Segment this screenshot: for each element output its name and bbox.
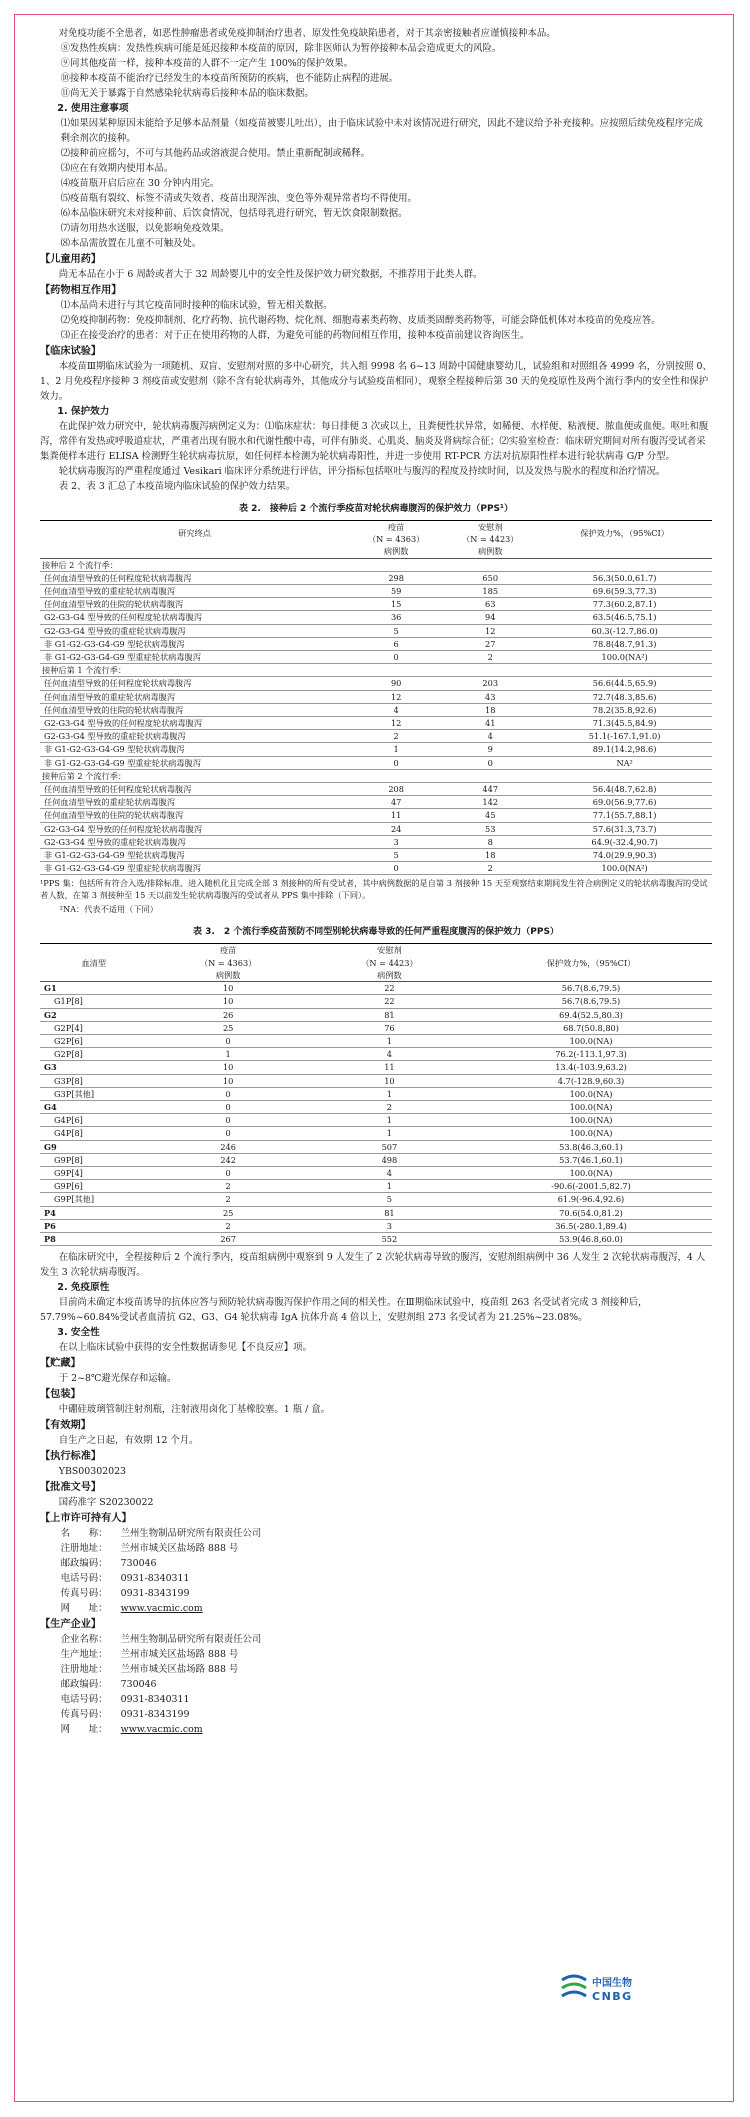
- table3-serotype-cell: G1P[8]: [40, 995, 148, 1008]
- table-row: [40, 677, 712, 690]
- intro-item: ⑧发热性疾病：发热性疾病可能是延迟接种本疫苗的原因，除非医师认为暂停接种本品会造成更大的风险。: [60, 43, 502, 54]
- immuno-heading: 2. 免疫原性: [57, 1282, 110, 1294]
- storage-heading: 【贮藏】: [40, 1358, 81, 1370]
- table-row: [40, 1061, 712, 1074]
- table3-placebo-cell: 5: [309, 1193, 470, 1206]
- table3-efficacy-cell: 56.7(8.6,79.5): [470, 995, 712, 1008]
- logo-en: CNBG: [592, 1990, 633, 2003]
- table-row: [40, 1114, 712, 1127]
- table-row: [40, 730, 712, 743]
- table3-serotype-cell: G9P[8]: [40, 1153, 148, 1166]
- table3-vaccine-cell: 1: [148, 1048, 309, 1061]
- package-heading: 【包装】: [40, 1389, 81, 1401]
- table3-placebo-cell: 11: [309, 1061, 470, 1074]
- table3-vaccine-cell: 10: [148, 1074, 309, 1087]
- table3-vaccine-cell: 2: [148, 1180, 309, 1193]
- table-row: [40, 1166, 712, 1179]
- table2-group-label: 接种后第 2 个流行季：: [40, 769, 712, 782]
- table2-endpoint-cell: 非 G1-G2-G3-G4-G9 型轮状病毒腹泻: [40, 637, 349, 650]
- table2-group-label: 接种后第 1 个流行季：: [40, 664, 712, 677]
- maker-field: 注册地址： 兰州市城关区盐场路 888 号: [60, 1664, 239, 1676]
- table3-vaccine-cell: 0: [148, 1034, 309, 1047]
- table3-efficacy-cell: 100.0(NA): [470, 1166, 712, 1179]
- table2-vaccine-cell: 12: [349, 717, 443, 730]
- table-row: [40, 862, 712, 875]
- table-row: [40, 624, 712, 637]
- cnbg-logo-mark: [562, 1976, 586, 1996]
- table2-endpoint-cell: 任何血清型导致的住院的轮状病毒腹泻: [40, 598, 349, 611]
- table2-placebo-cell: 2: [443, 862, 537, 875]
- immuno-text: 目前尚未确定本疫苗诱导的抗体应答与预防轮状病毒腹泻保护作用之间的相关性。在Ⅲ期临床试验中，疫苗组 263 名受试者完成 3 剂接种后，57.79%~60.84%受试者血清抗 G2、G3、G4 轮状病毒 IgA 抗体升高 4 倍以上，安慰剂组 273 名受试者为 21.25%~23.08%。: [40, 1297, 648, 1324]
- table2-group-row: [40, 664, 712, 677]
- table2-endpoint-cell: G2-G3-G4 型导致的任何程度轮状病毒腹泻: [40, 717, 349, 730]
- table3-placebo-cell: 498: [309, 1153, 470, 1166]
- intro-paragraph: 对免疫功能不全患者，如恶性肿瘤患者或免疫抑制治疗患者、原发性免疫缺陷患者，对于其亲密接触者应谨慎接种本品。: [58, 28, 556, 39]
- table3-serotype-cell: G4P[8]: [40, 1127, 148, 1140]
- col-vaccine: 疫苗 （N = 4363）: [367, 522, 425, 545]
- maker-field: 生产地址： 兰州市城关区盐场路 888 号: [60, 1649, 239, 1661]
- col-cases: 病例数: [443, 545, 537, 558]
- usage-item: ⑵接种前应摇匀，不可与其他药品或溶液混合使用。禁止重新配制或稀释。: [60, 148, 371, 159]
- table3-serotype-cell: G3P[其他]: [40, 1087, 148, 1100]
- table-row: [40, 835, 712, 848]
- table3-efficacy-cell: 53.9(46.8,60.0): [470, 1232, 712, 1245]
- table2-vaccine-cell: 59: [349, 585, 443, 598]
- efficacy-paragraph: 在此保护效力研究中，轮状病毒腹泻病例定义为：⑴临床症状：每日排便 3 次或以上，且粪便性状异常，如稀便、水样便、粘液便、脓血便或血便。呕吐和腹泻，常伴有发热或呼吸道症状，严重者出现有脱水和代谢性酸中毒，可伴有肺炎、心肌炎、脑炎及肾病综合征；⑵实验室检查：临床研究期间对所有腹泻受试者采集粪便样本进行 ELISA 检测野生轮状病毒抗原，如任何样本检测为轮状病毒阳性，并进一步使用 RT-PCR 方法对抗原阳性样本进行轮状病毒 G/P 分型。: [40, 421, 709, 462]
- table2-endpoint-cell: 非 G1-G2-G3-G4-G9 型重症轮状病毒腹泻: [40, 862, 349, 875]
- table3-placebo-cell: 4: [309, 1048, 470, 1061]
- table2-endpoint-cell: G2-G3-G4 型导致的任何程度轮状病毒腹泻: [40, 611, 349, 624]
- efficacy-paragraph: 轮状病毒腹泻的严重程度通过 Vesikari 临床评分系统进行评估，评分指标包括呕吐与腹泻的程度及持续时间，以及发热与脱水的程度和治疗情况。: [58, 466, 666, 477]
- table-row: [40, 1232, 712, 1245]
- table-row: [40, 822, 712, 835]
- usage-item: ⑻本品需放置在儿童不可触及处。: [60, 238, 202, 249]
- table-row: [40, 756, 712, 769]
- table3-efficacy-cell: 56.7(8.6,79.5): [470, 982, 712, 995]
- table3-placebo-cell: 10: [309, 1074, 470, 1087]
- interaction-item: ⑶正在接受治疗的患者：对于正在使用药物的人群，为避免可能的药物间相互作用，接种本疫苗前建议咨询医生。: [60, 330, 530, 341]
- table3-efficacy-cell: 61.9(-96.4,92.6): [470, 1193, 712, 1206]
- trial-intro: 本疫苗Ⅲ期临床试验为一项随机、双盲、安慰剂对照的多中心研究，共入组 9998 名 6~13 周龄中国健康婴幼儿，试验组和对照组各 4999 名，分别按照 0、1、2 月免疫程序接种 3 剂疫苗或安慰剂（除不含有轮状病毒外，其他成分与试验疫苗相同），观察全程接种后第 30 天的免疫原性及两个流行季内的安全性和保护效力。: [40, 361, 712, 402]
- table3-efficacy-cell: 100.0(NA): [470, 1034, 712, 1047]
- table-row: [40, 1021, 712, 1034]
- table3-serotype-cell: G4: [40, 1100, 148, 1113]
- table2-endpoint-cell: 非 G1-G2-G3-G4-G9 型重症轮状病毒腹泻: [40, 756, 349, 769]
- table-row: [40, 651, 712, 664]
- table2-efficacy-cell: 74.0(29.9,90.3): [537, 849, 712, 862]
- table3-serotype-cell: G9: [40, 1140, 148, 1153]
- table3-efficacy-cell: 70.6(54.0,81.2): [470, 1206, 712, 1219]
- table2-efficacy-cell: 56.3(50.0,61.7): [537, 571, 712, 584]
- table-row: [40, 1153, 712, 1166]
- table2-vaccine-cell: 11: [349, 809, 443, 822]
- table2-endpoint-cell: G2-G3-G4 型导致的任何程度轮状病毒腹泻: [40, 822, 349, 835]
- table3-vaccine-cell: 10: [148, 1061, 309, 1074]
- table3-serotype-cell: G4P[6]: [40, 1114, 148, 1127]
- maker-field: 企业名称： 兰州生物制品研究所有限责任公司: [60, 1634, 262, 1646]
- col-placebo: 安慰剂 （N = 4423）: [462, 522, 519, 545]
- table2-vaccine-cell: 1: [349, 743, 443, 756]
- table2-endpoint-cell: G2-G3-G4 型导致的重症轮状病毒腹泻: [40, 624, 349, 637]
- table2-endpoint-cell: 非 G1-G2-G3-G4-G9 型轮状病毒腹泻: [40, 743, 349, 756]
- table3-efficacy-cell: 100.0(NA): [470, 1100, 712, 1113]
- usage-item: ⑶应在有效期内使用本品。: [60, 163, 174, 174]
- table3-serotype-cell: G2P[4]: [40, 1021, 148, 1034]
- table2-vaccine-cell: 0: [349, 862, 443, 875]
- table-row: [40, 982, 712, 995]
- post-table-paragraph: 在临床研究中，全程接种后 2 个流行季内，疫苗组病例中观察到 9 人发生了 2 次轮状病毒导致的腹泻，安慰剂组病例中 36 人发生 2 次轮状病毒腹泻，4 人发生 3 次轮状病毒腹泻。: [40, 1252, 706, 1279]
- table2-placebo-cell: 63: [443, 598, 537, 611]
- approval-heading: 【批准文号】: [40, 1482, 102, 1494]
- table-row: [40, 849, 712, 862]
- table-row: [40, 703, 712, 716]
- website-link[interactable]: www.vacmic.com: [120, 1724, 203, 1736]
- logo-cn: 中国生物: [592, 1978, 632, 1989]
- table3-vaccine-cell: 26: [148, 1008, 309, 1021]
- table3-placebo-cell: 22: [309, 995, 470, 1008]
- table3-vaccine-cell: 0: [148, 1127, 309, 1140]
- table3-serotype-cell: G2P[8]: [40, 1048, 148, 1061]
- col-placebo: 安慰剂 （N = 4423）: [361, 945, 418, 968]
- table2-efficacy-cell: 56.4(48.7,62.8): [537, 783, 712, 796]
- table2-placebo-cell: 53: [443, 822, 537, 835]
- maker-heading: 【生产企业】: [40, 1619, 102, 1631]
- child-text: 尚无本品在小于 6 周龄或者大于 32 周龄婴儿中的安全性及保护效力研究数据，不推荐用于此类人群。: [58, 269, 483, 280]
- table3-vaccine-cell: 0: [148, 1166, 309, 1179]
- table3-vaccine-cell: 246: [148, 1140, 309, 1153]
- table3-serotype-cell: G3P[8]: [40, 1074, 148, 1087]
- table3-vaccine-cell: 0: [148, 1114, 309, 1127]
- table-row: [40, 598, 712, 611]
- table3-placebo-cell: 507: [309, 1140, 470, 1153]
- table2-efficacy-cell: 51.1(-167.1,91.0): [537, 730, 712, 743]
- col-endpoint: 研究终点: [178, 528, 211, 539]
- maker-field: 邮政编码： 730046: [60, 1679, 157, 1691]
- table3-efficacy-cell: 13.4(-103.9,63.2): [470, 1061, 712, 1074]
- table2-efficacy-cell: 69.6(59.3,77.3): [537, 585, 712, 598]
- storage-text: 于 2~8℃避光保存和运输。: [58, 1373, 177, 1385]
- holder-heading: 【上市许可持有人】: [40, 1513, 132, 1525]
- table2-efficacy-cell: 78.2(35.8,92.6): [537, 703, 712, 716]
- table3-placebo-cell: 1: [309, 1034, 470, 1047]
- table3-vaccine-cell: 0: [148, 1100, 309, 1113]
- table2-efficacy-cell: 100.0(NA²): [537, 651, 712, 664]
- table2-vaccine-cell: 6: [349, 637, 443, 650]
- table2-placebo-cell: 447: [443, 783, 537, 796]
- maker-website: 网 址： www.vacmic.com: [60, 1724, 203, 1736]
- validity-text: 自生产之日起，有效期 12 个月。: [58, 1435, 199, 1447]
- safety-text: 在以上临床试验中获得的安全性数据请参见【不良反应】项。: [58, 1342, 312, 1354]
- validity-heading: 【有效期】: [40, 1420, 91, 1432]
- col-efficacy: 保护效力%，（95%CI）: [470, 944, 712, 982]
- approval-text: 国药准字 S20230022: [58, 1497, 154, 1509]
- usage-item: ⑸疫苗瓶有裂纹、标签不清或失效者、疫苗出现浑浊、变色等外观异常者均不得使用。: [60, 193, 417, 204]
- table3-efficacy-cell: 100.0(NA): [470, 1114, 712, 1127]
- table2-endpoint-cell: 任何血清型导致的住院的轮状病毒腹泻: [40, 703, 349, 716]
- cnbg-logo: [556, 1966, 676, 2012]
- table2-caption: 表 2. 接种后 2 个流行季疫苗对轮状病毒腹泻的保护效力（PPS¹）: [239, 504, 513, 514]
- table2-endpoint-cell: 非 G1-G2-G3-G4-G9 型重症轮状病毒腹泻: [40, 651, 349, 664]
- table-row: [40, 1127, 712, 1140]
- table3-serotype-cell: G9P[其他]: [40, 1193, 148, 1206]
- table2-placebo-cell: 4: [443, 730, 537, 743]
- table2-placebo-cell: 650: [443, 571, 537, 584]
- usage-section: [40, 101, 712, 251]
- table3-efficacy-cell: 100.0(NA): [470, 1127, 712, 1140]
- table2-vaccine-cell: 298: [349, 571, 443, 584]
- maker-fields: [40, 1632, 712, 1737]
- trial-heading: 【临床试验】: [40, 346, 102, 357]
- table2-placebo-cell: 94: [443, 611, 537, 624]
- table-row: [40, 1008, 712, 1021]
- col-serotype: 血清型: [40, 944, 148, 982]
- table-row: [40, 783, 712, 796]
- standard-heading: 【执行标准】: [40, 1451, 102, 1463]
- table2-endpoint-cell: 任何血清型导致的任何程度轮状病毒腹泻: [40, 571, 349, 584]
- table-row: [40, 1180, 712, 1193]
- table2-group-label: 接种后 2 个流行季：: [40, 558, 712, 571]
- table3-serotype-cell: G1: [40, 982, 148, 995]
- table2-efficacy-cell: 69.0(56.9,77.6): [537, 796, 712, 809]
- efficacy-paragraph: 表 2、表 3 汇总了本疫苗境内临床试验的保护效力结果。: [58, 481, 296, 492]
- table2-efficacy-cell: 77.1(55.7,88.1): [537, 809, 712, 822]
- table2-placebo-cell: 18: [443, 849, 537, 862]
- table2-efficacy-cell: 56.6(44.5,65.9): [537, 677, 712, 690]
- table2-vaccine-cell: 12: [349, 690, 443, 703]
- table2-endpoint-cell: 非 G1-G2-G3-G4-G9 型轮状病毒腹泻: [40, 849, 349, 862]
- col-vaccine: 疫苗 （N = 4363）: [199, 945, 257, 968]
- table3-serotype-cell: G2P[6]: [40, 1034, 148, 1047]
- table2-vaccine-cell: 90: [349, 677, 443, 690]
- table2-endpoint-cell: 任何血清型导致的重症轮状病毒腹泻: [40, 585, 349, 598]
- table-row: [40, 1100, 712, 1113]
- table3-placebo-cell: 22: [309, 982, 470, 995]
- table3-efficacy-cell: 53.8(46.3,60.1): [470, 1140, 712, 1153]
- table2-vaccine-cell: 208: [349, 783, 443, 796]
- table2-vaccine-cell: 2: [349, 730, 443, 743]
- table2-vaccine-cell: 5: [349, 624, 443, 637]
- table-row: [40, 1140, 712, 1153]
- table3-efficacy-cell: 53.7(46.1,60.1): [470, 1153, 712, 1166]
- table3-caption: 表 3. 2 个流行季疫苗预防不同型别轮状病毒导致的任何严重程度腹泻的保护效力（PPS）: [193, 927, 559, 938]
- table3-placebo-cell: 1: [309, 1127, 470, 1140]
- table3-efficacy-cell: 76.2(-113.1,97.3): [470, 1048, 712, 1061]
- intro-item: ⑨同其他疫苗一样，接种本疫苗的人群不一定产生 100%的保护效果。: [60, 58, 353, 69]
- table-row: [40, 1219, 712, 1232]
- table2-vaccine-cell: 24: [349, 822, 443, 835]
- table3-vaccine-cell: 242: [148, 1153, 309, 1166]
- usage-item: ⑴如果因某种原因未能给予足够本品剂量（如疫苗被婴儿吐出），由于临床试验中未对该情况进行研究，因此不建议给予补充接种。应按照后续免疫程序完成剩余剂次的接种。: [60, 118, 703, 144]
- table2-endpoint-cell: 任何血清型导致的住院的轮状病毒腹泻: [40, 809, 349, 822]
- col-cases: 病例数: [349, 545, 443, 558]
- table2-placebo-cell: 2: [443, 651, 537, 664]
- table2-placebo-cell: 203: [443, 677, 537, 690]
- table3-vaccine-cell: 10: [148, 982, 309, 995]
- table3-placebo-cell: 3: [309, 1219, 470, 1232]
- table2-efficacy-cell: 78.8(48.7,91.3): [537, 637, 712, 650]
- table2-endpoint-cell: 任何血清型导致的任何程度轮状病毒腹泻: [40, 677, 349, 690]
- table-row: [40, 585, 712, 598]
- table3-placebo-cell: 1: [309, 1087, 470, 1100]
- col-efficacy: 保护效力%，（95%CI）: [580, 528, 669, 539]
- table3-placebo-cell: 4: [309, 1166, 470, 1179]
- holder-field: 邮政编码： 730046: [60, 1558, 157, 1570]
- table-row: [40, 571, 712, 584]
- table3-efficacy-cell: 36.5(-280.1,89.4): [470, 1219, 712, 1232]
- table2-vaccine-cell: 47: [349, 796, 443, 809]
- maker-field: 电话号码： 0931-8340311: [60, 1694, 190, 1706]
- table-row: [40, 1193, 712, 1206]
- usage-item: ⑷疫苗瓶开启后应在 30 分钟内用完。: [60, 178, 220, 189]
- table2: [40, 520, 712, 875]
- table3-placebo-cell: 1: [309, 1180, 470, 1193]
- holder-field: 传真号码： 0931-8343199: [60, 1588, 190, 1600]
- usage-item: ⑺请勿用热水送服，以免影响免疫效果。: [60, 223, 230, 234]
- table2-endpoint-cell: 任何血清型导致的重症轮状病毒腹泻: [40, 796, 349, 809]
- table2-placebo-cell: 8: [443, 835, 537, 848]
- table2-footnote: ¹PPS 集：包括所有符合入选/排除标准、进入随机化且完成全部 3 剂接种的所有受试者，其中病例数据的是自第 3 剂接种 15 天至观察结束期间发生符合病例定义的轮状病毒腹泻的受试者人数，在第 3 剂接种至 15 天以前发生轮状病毒腹泻的受试者从 PPS 集中排除（下同）。: [40, 878, 708, 901]
- table3-serotype-cell: G3: [40, 1061, 148, 1074]
- standard-text: YBS00302023: [58, 1466, 127, 1478]
- table-row: [40, 637, 712, 650]
- table2-group-row: [40, 769, 712, 782]
- table2-endpoint-cell: G2-G3-G4 型导致的重症轮状病毒腹泻: [40, 730, 349, 743]
- table3-vaccine-cell: 25: [148, 1021, 309, 1034]
- table2-placebo-cell: 18: [443, 703, 537, 716]
- table3-efficacy-cell: 68.7(50.8,80): [470, 1021, 712, 1034]
- intro-item: ⑩接种本疫苗不能治疗已经发生的本疫苗所预防的疾病，也不能防止病程的进展。: [60, 73, 399, 84]
- table3-placebo-cell: 2: [309, 1100, 470, 1113]
- table2-efficacy-cell: 77.3(60.2,87.1): [537, 598, 712, 611]
- document-body: [40, 26, 712, 1737]
- table-row: [40, 1087, 712, 1100]
- interaction-item: ⑵免疫抑制药物：免疫抑制剂、化疗药物、抗代谢药物、烷化剂、细胞毒素类药物、皮质类固醇类药物等，可能会降低机体对本疫苗的免疫应答。: [60, 315, 661, 326]
- table2-placebo-cell: 0: [443, 756, 537, 769]
- table2-footnote: ²NA：代表不适用（下同）: [59, 904, 158, 915]
- table2-placebo-cell: 41: [443, 717, 537, 730]
- col-cases: 病例数: [309, 969, 470, 982]
- table3-placebo-cell: 552: [309, 1232, 470, 1245]
- table3-serotype-cell: P4: [40, 1206, 148, 1219]
- table2-vaccine-cell: 0: [349, 756, 443, 769]
- table3-serotype-cell: P6: [40, 1219, 148, 1232]
- usage-heading: 2. 使用注意事项: [57, 103, 129, 114]
- table-row: [40, 611, 712, 624]
- table2-efficacy-cell: 60.3(-12.7,86.0): [537, 624, 712, 637]
- interaction-item: ⑴本品尚未进行与其它疫苗同时接种的临床试验，暂无相关数据。: [60, 300, 333, 311]
- table3-serotype-cell: G9P[4]: [40, 1166, 148, 1179]
- table-row: [40, 809, 712, 822]
- table3-placebo-cell: 1: [309, 1114, 470, 1127]
- table3-serotype-cell: G9P[6]: [40, 1180, 148, 1193]
- package-text: 中硼硅玻璃管制注射剂瓶，注射液用卤化丁基橡胶塞。1 瓶 / 盒。: [58, 1404, 330, 1416]
- table2-placebo-cell: 27: [443, 637, 537, 650]
- interaction-heading: 【药物相互作用】: [40, 285, 122, 296]
- table2-placebo-cell: 45: [443, 809, 537, 822]
- table2-placebo-cell: 43: [443, 690, 537, 703]
- table2-placebo-cell: 9: [443, 743, 537, 756]
- table2-efficacy-cell: 57.6(31.3,73.7): [537, 822, 712, 835]
- maker-field: 传真号码： 0931-8343199: [60, 1709, 190, 1721]
- holder-fields: [40, 1526, 712, 1616]
- table3-vaccine-cell: 0: [148, 1087, 309, 1100]
- holder-field: 注册地址： 兰州市城关区盐场路 888 号: [60, 1543, 239, 1555]
- table2-efficacy-cell: 71.3(45.5,84.9): [537, 717, 712, 730]
- table3-placebo-cell: 81: [309, 1206, 470, 1219]
- table3-vaccine-cell: 2: [148, 1193, 309, 1206]
- table2-group-row: [40, 558, 712, 571]
- table2-vaccine-cell: 3: [349, 835, 443, 848]
- table2-vaccine-cell: 15: [349, 598, 443, 611]
- table2-efficacy-cell: 72.7(48.3,85.6): [537, 690, 712, 703]
- table3-efficacy-cell: 69.4(52.5,80.3): [470, 1008, 712, 1021]
- intro-item: ⑪尚无关于暴露于自然感染轮状病毒后接种本品的临床数据。: [60, 88, 314, 99]
- table-row: [40, 1034, 712, 1047]
- table3-efficacy-cell: -90.6(-2001.5,82.7): [470, 1180, 712, 1193]
- table2-efficacy-cell: 64.9(-32.4,90.7): [537, 835, 712, 848]
- table-row: [40, 743, 712, 756]
- table3-vaccine-cell: 10: [148, 995, 309, 1008]
- table2-vaccine-cell: 0: [349, 651, 443, 664]
- table2-placebo-cell: 12: [443, 624, 537, 637]
- table2-efficacy-cell: 63.5(46.5,75.1): [537, 611, 712, 624]
- table2-efficacy-cell: NA²: [537, 756, 712, 769]
- table3: [40, 943, 712, 1246]
- table2-endpoint-cell: G2-G3-G4 型导致的重症轮状病毒腹泻: [40, 835, 349, 848]
- table2-efficacy-cell: 100.0(NA²): [537, 862, 712, 875]
- holder-field: 名 称： 兰州生物制品研究所有限责任公司: [60, 1528, 262, 1540]
- table2-vaccine-cell: 4: [349, 703, 443, 716]
- table-row: [40, 1206, 712, 1219]
- table2-placebo-cell: 185: [443, 585, 537, 598]
- holder-field: 电话号码： 0931-8340311: [60, 1573, 190, 1585]
- table2-placebo-cell: 142: [443, 796, 537, 809]
- table3-vaccine-cell: 2: [148, 1219, 309, 1232]
- child-heading: 【儿童用药】: [40, 254, 102, 265]
- table3-vaccine-cell: 267: [148, 1232, 309, 1245]
- table2-vaccine-cell: 5: [349, 849, 443, 862]
- table2-endpoint-cell: 任何血清型导致的重症轮状病毒腹泻: [40, 690, 349, 703]
- table-row: [40, 1074, 712, 1087]
- table3-placebo-cell: 81: [309, 1008, 470, 1021]
- holder-website: 网 址： www.vacmic.com: [60, 1603, 203, 1615]
- table-row: [40, 717, 712, 730]
- usage-item: ⑹本品临床研究未对接种前、后饮食情况，包括母乳进行研究，暂无饮食限制数据。: [60, 208, 408, 219]
- table2-endpoint-cell: 任何血清型导致的任何程度轮状病毒腹泻: [40, 783, 349, 796]
- table3-efficacy-cell: 4.7(-128.9,60.3): [470, 1074, 712, 1087]
- website-link[interactable]: www.vacmic.com: [120, 1603, 203, 1615]
- table3-efficacy-cell: 100.0(NA): [470, 1087, 712, 1100]
- col-cases: 病例数: [148, 969, 309, 982]
- table3-vaccine-cell: 25: [148, 1206, 309, 1219]
- table3-serotype-cell: P8: [40, 1232, 148, 1245]
- efficacy-heading: 1. 保护效力: [57, 406, 110, 417]
- table-row: [40, 796, 712, 809]
- table-row: [40, 995, 712, 1008]
- safety-heading: 3. 安全性: [57, 1327, 100, 1339]
- table-row: [40, 690, 712, 703]
- table-row: [40, 1048, 712, 1061]
- intro-section: [40, 26, 712, 101]
- table3-serotype-cell: G2: [40, 1008, 148, 1021]
- table2-vaccine-cell: 36: [349, 611, 443, 624]
- table2-efficacy-cell: 89.1(14.2,98.6): [537, 743, 712, 756]
- table3-placebo-cell: 76: [309, 1021, 470, 1034]
